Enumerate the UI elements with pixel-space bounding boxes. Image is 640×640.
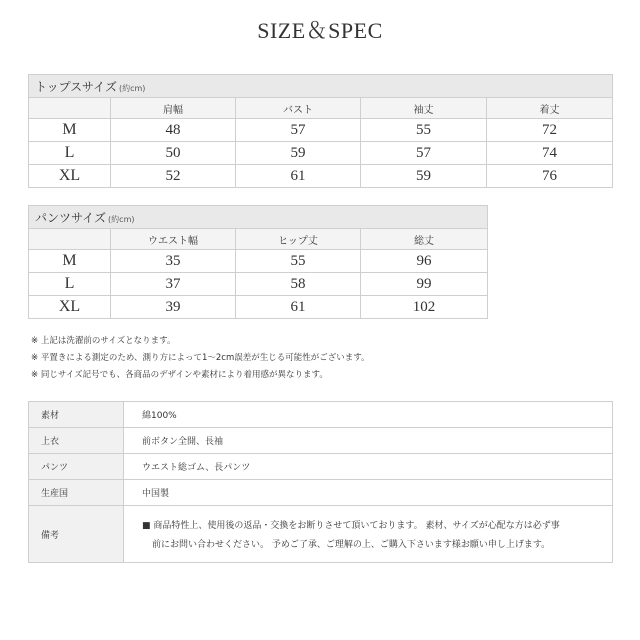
- remarks-text: [124, 506, 613, 563]
- table-cell: 58: [236, 273, 361, 296]
- spec-row-top: [29, 428, 613, 454]
- table-cell: 57: [236, 119, 361, 142]
- note-line: ※ 平置きによる測定のため、測り方によって1～2cm誤差が生じる可能性がございます。: [31, 353, 370, 363]
- pants-header-corner: [29, 229, 111, 250]
- spec-table: [28, 401, 613, 563]
- tops-header-sleeve: 袖丈: [361, 98, 487, 119]
- table-row: [29, 119, 613, 142]
- table-cell: 55: [236, 250, 361, 273]
- size-label: L: [29, 273, 111, 296]
- table-cell: 37: [111, 273, 236, 296]
- table-cell: 61: [236, 165, 361, 188]
- tops-header-length: 着丈: [487, 98, 613, 119]
- remarks-line-2: 前にお問い合わせください。 予めご了承、ご理解の上、ご購入下さいます様お願い申し上げます。: [152, 540, 551, 550]
- table-row: [29, 142, 613, 165]
- table-row: [29, 165, 613, 188]
- table-row: [29, 250, 488, 273]
- table-cell: 59: [361, 165, 487, 188]
- tops-header-shoulder: 肩幅: [111, 98, 236, 119]
- size-label: XL: [29, 296, 111, 319]
- spec-row-material: [29, 402, 613, 428]
- table-cell: 57: [361, 142, 487, 165]
- pants-unit: (約cm): [108, 214, 135, 224]
- table-cell: 48: [111, 119, 236, 142]
- table-row: [29, 296, 488, 319]
- spec-value: 綿100%: [124, 402, 613, 428]
- pants-header-total-length: 総丈: [361, 229, 488, 250]
- pants-header-waist: ウエスト幅: [111, 229, 236, 250]
- table-cell: 50: [111, 142, 236, 165]
- spec-row-pants: [29, 454, 613, 480]
- tops-size-table: [28, 74, 613, 188]
- table-cell: 99: [361, 273, 488, 296]
- spec-label: 素材: [29, 402, 124, 428]
- table-cell: 59: [236, 142, 361, 165]
- tops-unit: (約cm): [118, 83, 146, 93]
- spec-row-remarks: [29, 506, 613, 563]
- pants-caption-text: パンツサイズ: [35, 210, 107, 225]
- spec-label: 上衣: [29, 428, 124, 454]
- table-cell: 35: [111, 250, 236, 273]
- table-cell: 74: [487, 142, 613, 165]
- table-row: [29, 273, 488, 296]
- spec-value: ウエスト総ゴム、長パンツ: [124, 454, 613, 480]
- note-line: ※ 上記は洗濯前のサイズとなります。: [31, 336, 176, 346]
- pants-size-table: [28, 205, 488, 319]
- note-line: ※ 同じサイズ記号でも、各商品のデザインや素材により着用感が異なります。: [31, 370, 328, 380]
- table-cell: 61: [236, 296, 361, 319]
- spec-label: 生産国: [29, 480, 124, 506]
- table-cell: 102: [361, 296, 488, 319]
- table-cell: 96: [361, 250, 488, 273]
- size-label: XL: [29, 165, 111, 188]
- table-cell: 76: [487, 165, 613, 188]
- size-label: M: [29, 119, 111, 142]
- table-cell: 72: [487, 119, 613, 142]
- size-notes: [31, 333, 370, 384]
- tops-header-row: [29, 98, 613, 119]
- spec-label: パンツ: [29, 454, 124, 480]
- remarks-line-1: ■ 商品特性上、使用後の返品・交換をお断りさせて頂いております。 素材、サイズが心配な方は必ず事: [142, 521, 560, 531]
- table-cell: 55: [361, 119, 487, 142]
- tops-header-corner: [29, 98, 111, 119]
- pants-header-row: [29, 229, 488, 250]
- spec-label: 備考: [29, 506, 124, 563]
- size-label: M: [29, 250, 111, 273]
- page-title: SIZE＆SPEC: [257, 18, 383, 43]
- tops-caption-text: トップスサイズ: [35, 79, 117, 94]
- tops-header-bust: バスト: [236, 98, 361, 119]
- table-cell: 39: [111, 296, 236, 319]
- pants-header-hip: ヒップ丈: [236, 229, 361, 250]
- table-cell: 52: [111, 165, 236, 188]
- size-label: L: [29, 142, 111, 165]
- spec-value: 前ボタン全開、長袖: [124, 428, 613, 454]
- spec-value: 中国製: [124, 480, 613, 506]
- tops-caption: [29, 75, 613, 98]
- spec-row-origin: [29, 480, 613, 506]
- pants-caption: [29, 206, 488, 229]
